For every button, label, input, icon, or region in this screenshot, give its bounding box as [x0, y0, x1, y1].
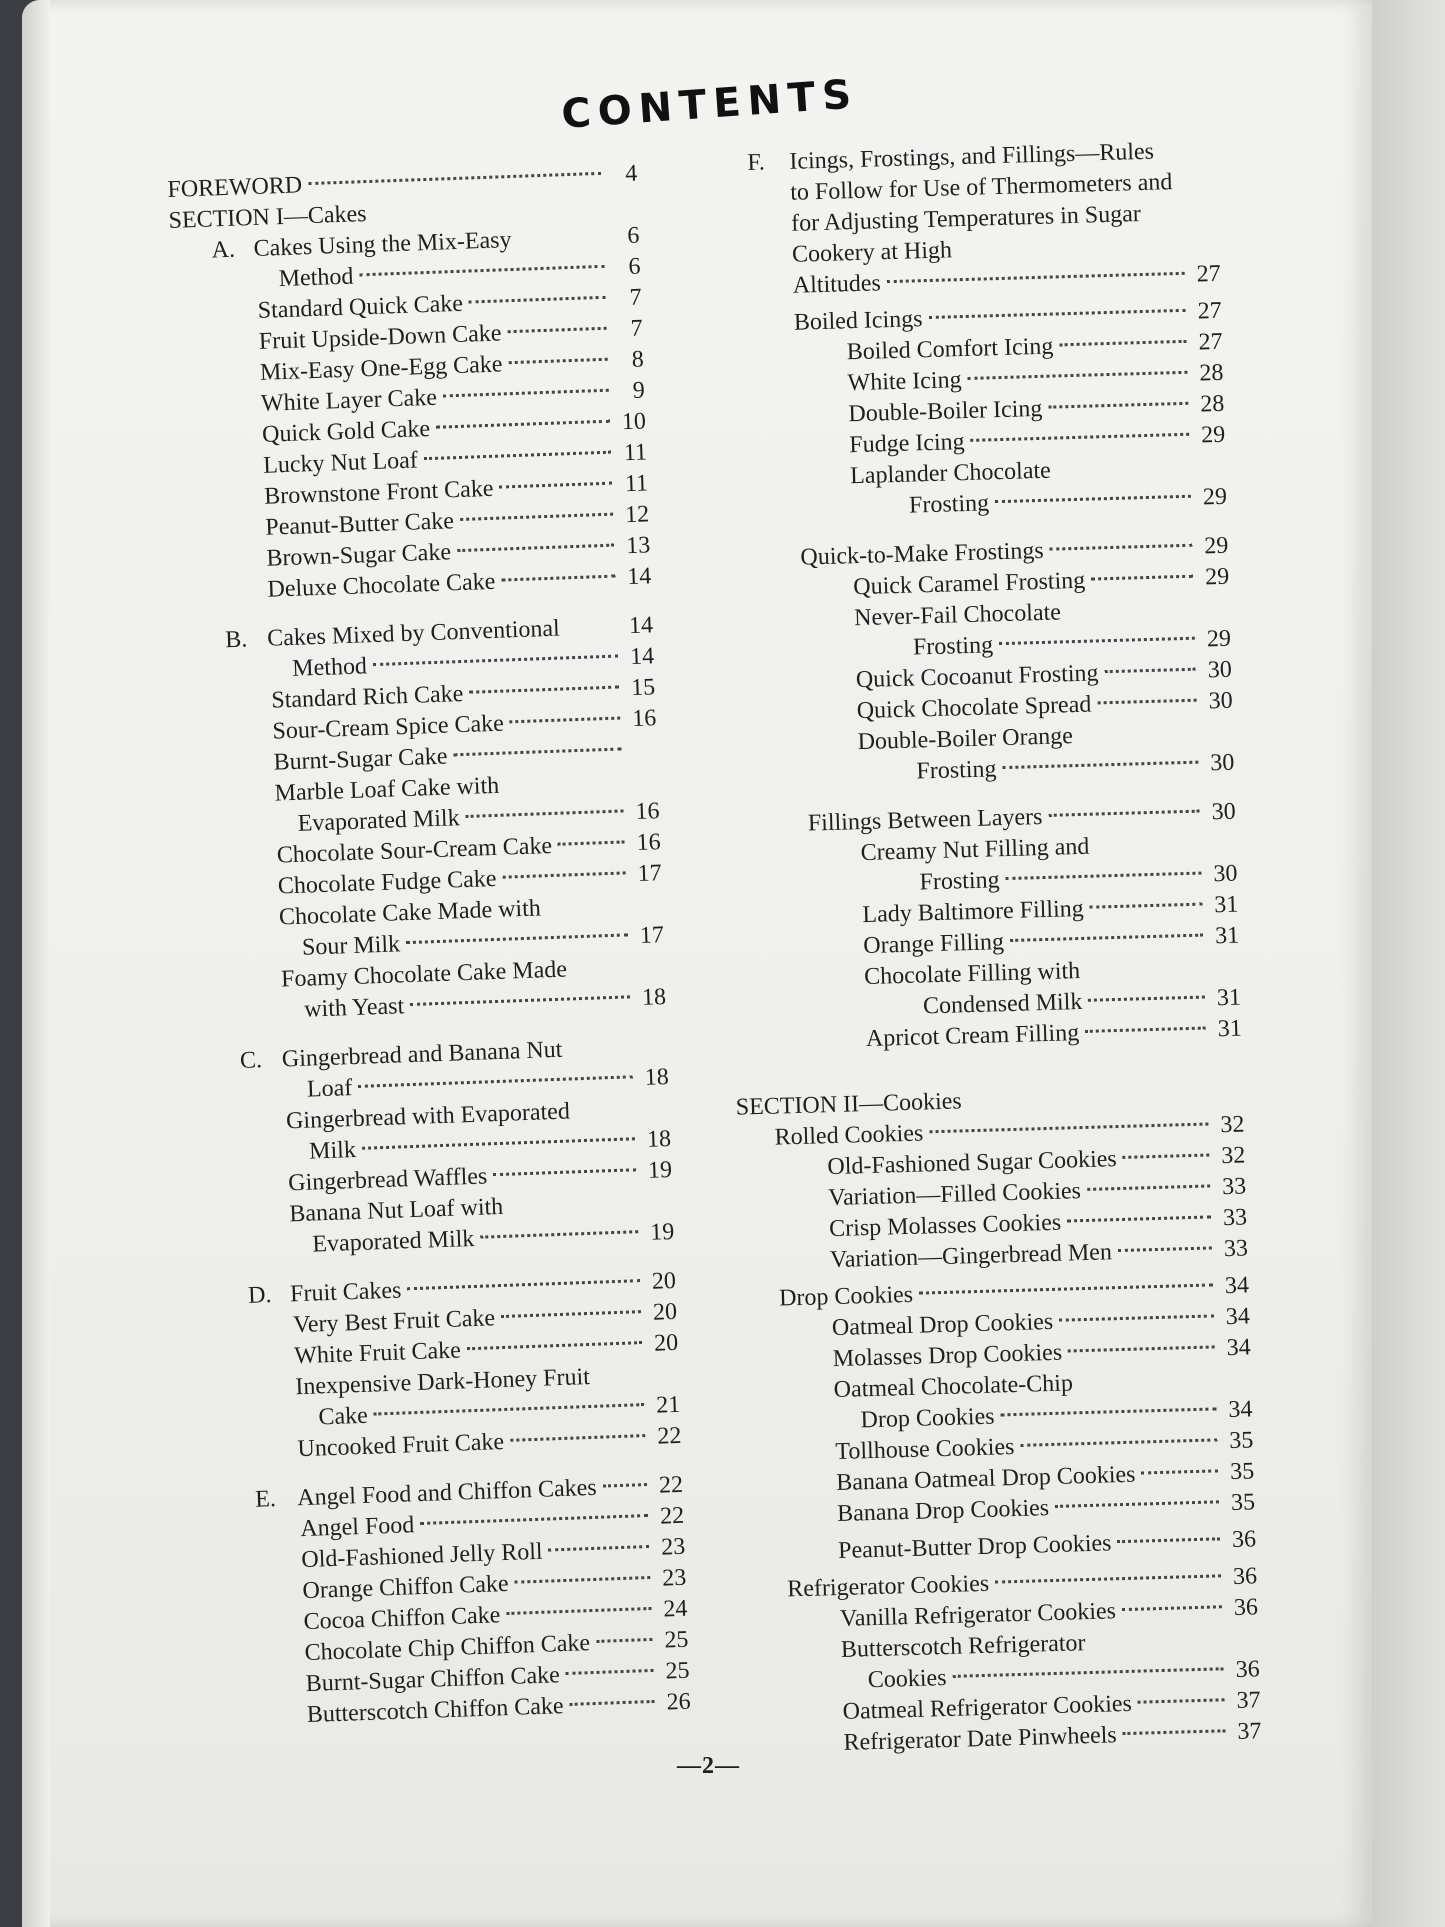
toc-entry-cont: Cake 21: [318, 1391, 681, 1431]
toc-entry-cont: Milk 18: [308, 1126, 672, 1165]
toc-entry: Butterscotch Chiffon Cake 26: [306, 1688, 692, 1729]
toc-group-f: [747, 135, 1221, 303]
page-title: CONTENTS: [560, 71, 860, 138]
page-spine-shadow: [22, 0, 50, 1927]
toc-entry: Chocolate Chip Chiffon Cake 25: [304, 1626, 689, 1667]
toc-entry: Banana Oatmeal Drop Cookies 35: [835, 1458, 1255, 1497]
toc-entry-cont: with Yeast 18: [303, 984, 667, 1023]
toc-entry: Double-Boiler Orange: [857, 723, 1074, 756]
toc-entry: Burnt-Sugar Chiffon Cake 25: [305, 1657, 690, 1698]
toc-entry-cont: Frosting 30: [916, 749, 1235, 785]
toc-entry-cont: Sour Milk 17: [301, 922, 665, 961]
toc-left-column: [167, 159, 692, 1752]
toc-group-b: [183, 610, 667, 1029]
subgroup-heading: Drop Cookies 34: [778, 1272, 1250, 1312]
toc-entry: Creamy Nut Filling and: [860, 833, 1090, 867]
section-heading: SECTION I—Cakes: [168, 201, 367, 234]
toc-entry: Vanilla Refrigerator Cookies 36: [839, 1594, 1259, 1632]
toc-entry: Double-Boiler Icing 28: [848, 390, 1225, 428]
group-heading-cont: Method 14: [291, 643, 655, 682]
toc-subgroup-refrigerator: [787, 1561, 1262, 1760]
toc-entry: Chocolate Fudge Cake 17: [277, 860, 663, 900]
toc-entry: Quick Cocoanut Frosting 30: [855, 656, 1233, 694]
booklet-page: [22, 0, 1372, 1927]
toc-entry: Standard Rich Cake 15: [270, 674, 656, 714]
group-heading: D. Fruit Cakes 20: [247, 1267, 677, 1309]
toc-entry: Old-Fashioned Sugar Cookies 32: [827, 1142, 1246, 1181]
group-heading: F. Icings, Frostings, and Fillings—Rules to Follow for Use of Thermometers and for Adjusting Temperatures in Sugar Cookery at High: [747, 138, 1173, 268]
toc-entry: Marble Loaf Cake with: [274, 772, 500, 807]
subgroup-heading: Rolled Cookies 32: [774, 1111, 1245, 1151]
toc-entry: Apricot Cream Filling 31: [865, 1015, 1243, 1053]
toc-entry: Boiled Comfort Icing 27: [846, 328, 1223, 366]
toc-entry: Refrigerator Date Pinwheels 37: [843, 1718, 1262, 1756]
toc-subgroup-boiled: [751, 296, 1227, 526]
toc-entry: Fruit Upside-Down Cake 7: [258, 315, 644, 355]
toc-entry: Quick Caramel Frosting 29: [852, 563, 1230, 601]
toc-entry: White Fruit Cake 20: [293, 1329, 679, 1370]
toc-entry: Banana Drop Cookies 35: [836, 1489, 1256, 1528]
toc-entry: Gingerbread Waffles 19: [287, 1156, 673, 1197]
toc-entry: Orange Filling 31: [862, 922, 1240, 960]
toc-entry: Old-Fashioned Jelly Roll 23: [300, 1533, 686, 1574]
toc-entry: Chocolate Filling with: [863, 958, 1081, 991]
toc-entry: Peanut-Butter Drop Cookies 36: [837, 1526, 1257, 1564]
subgroup-heading: Boiled Icings 27: [793, 297, 1223, 336]
toc-entry: Cocoa Chiffon Cake 24: [303, 1595, 688, 1636]
toc-entry: Uncooked Fruit Cake 22: [297, 1422, 682, 1463]
subgroup-heading: Fillings Between Layers 30: [807, 798, 1237, 837]
leader-dots: [308, 172, 601, 185]
section-heading: SECTION II—Cookies: [735, 1088, 963, 1121]
toc-entry: Lady Baltimore Filling 31: [862, 891, 1239, 929]
toc-entry: Foamy Chocolate Cake Made: [280, 956, 568, 993]
toc-subgroup-rolled: [774, 1109, 1248, 1277]
toc-entry: Never-Fail Chocolate: [853, 599, 1062, 632]
toc-group-a: [169, 221, 652, 609]
toc-group-d: [206, 1266, 682, 1468]
group-heading: A. Cakes Using the Mix-Easy 6: [211, 222, 640, 264]
toc-entry-foreword: FOREWORD 4: [167, 160, 638, 203]
toc-entry: Sour-Cream Spice Cake 16: [272, 705, 657, 745]
toc-entry: Orange Chiffon Cake 23: [302, 1564, 687, 1605]
toc-entry-cont: Drop Cookies 34: [860, 1396, 1253, 1434]
toc-entry-cont: Condensed Milk 31: [922, 984, 1242, 1020]
toc-entry: Oatmeal Drop Cookies 34: [831, 1303, 1251, 1342]
toc-entry: Oatmeal Chocolate-Chip: [833, 1370, 1074, 1404]
toc-entry: Quick Chocolate Spread 30: [856, 687, 1233, 725]
toc-right-column: [735, 135, 1262, 1778]
toc-entry: Mix-Easy One-Egg Cake 8: [259, 346, 645, 386]
toc-entry: Molasses Drop Cookies 34: [832, 1334, 1252, 1373]
toc-entry-cont: Evaporated Milk 16: [297, 798, 660, 837]
toc-entry: Variation—Gingerbread Men 33: [829, 1235, 1249, 1274]
toc-subgroup-drop: [779, 1270, 1257, 1568]
toc-entry: Oatmeal Refrigerator Cookies 37: [842, 1687, 1261, 1725]
toc-entry: Tollhouse Cookies 35: [835, 1427, 1254, 1466]
group-heading-cont: Altitudes 27: [792, 260, 1222, 299]
toc-entry: Gingerbread with Evaporated: [285, 1098, 571, 1135]
group-heading: B. Cakes Mixed by Conventional 14: [224, 612, 654, 654]
toc-entry: Burnt-Sugar Cake: [187, 734, 658, 781]
toc-entry-cont: Frosting 29: [908, 483, 1228, 519]
toc-entry: Angel Food 22: [299, 1502, 685, 1543]
toc-entry: Variation—Filled Cookies 33: [827, 1173, 1247, 1212]
toc-entry: Brown-Sugar Cake 13: [266, 532, 651, 572]
toc-group-c: [197, 1031, 674, 1264]
toc-entry: Fudge Icing 29: [848, 421, 1226, 459]
toc-entry: Lucky Nut Loaf 11: [262, 439, 648, 479]
toc-entry: Quick Gold Cake 10: [261, 408, 647, 448]
toc-entry: White Icing 28: [847, 359, 1224, 397]
toc-entry: White Layer Cake 9: [260, 377, 646, 417]
toc-entry: Standard Quick Cake 7: [257, 284, 643, 324]
toc-subgroup-fillings: [765, 797, 1242, 1058]
toc-group-e: [213, 1470, 691, 1734]
toc-entry: Crisp Molasses Cookies 33: [828, 1204, 1248, 1243]
toc-entry-cont: Cookies 36: [867, 1656, 1261, 1694]
toc-entry: Very Best Fruit Cake 20: [292, 1298, 678, 1339]
toc-entry-cont: Evaporated Milk 19: [311, 1218, 675, 1258]
toc-entry: Banana Nut Loaf with: [288, 1193, 504, 1228]
toc-entry: Laplander Chocolate: [849, 457, 1052, 490]
subgroup-heading: Quick-to-Make Frostings 29: [800, 532, 1229, 571]
toc-entry: Chocolate Cake Made with: [278, 895, 542, 931]
page-number: —2—: [677, 1753, 740, 1779]
group-heading-cont: Loaf 18: [306, 1064, 670, 1103]
toc-entry: Inexpensive Dark-Honey Fruit: [294, 1363, 591, 1401]
toc-entry: Brownstone Front Cake 11: [263, 470, 649, 510]
group-heading-cont: Method 6: [278, 253, 641, 293]
toc-entry-cont: Frosting 29: [912, 625, 1232, 661]
toc-subgroup-quick: [758, 531, 1235, 792]
toc-entry: Peanut-Butter Cake 12: [264, 501, 650, 541]
group-heading: C. Gingerbread and Banana Nut: [239, 1036, 563, 1074]
toc-entry: Chocolate Sour-Cream Cake 16: [276, 829, 662, 869]
toc-entry: Deluxe Chocolate Cake 14: [267, 563, 652, 603]
toc-entry: Butterscotch Refrigerator: [840, 1630, 1086, 1663]
toc-entry-cont: Frosting 30: [919, 860, 1238, 896]
subgroup-heading: Refrigerator Cookies 36: [786, 1563, 1258, 1603]
group-heading: E. Angel Food and Chiffon Cakes 22: [254, 1471, 684, 1513]
